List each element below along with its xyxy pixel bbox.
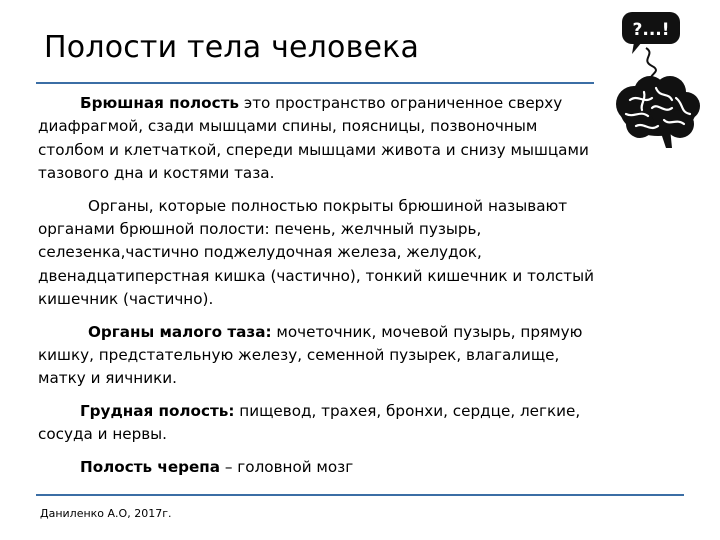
title-divider <box>36 82 594 84</box>
bubble-text: ?...! <box>632 20 670 40</box>
paragraph-text: это пространство ограниченное сверху диафрагмой, сзади мышцами спины, поясницы, позвоночным столбом и клетчаткой, спереди мышцами живота и снизу мышцами тазового дна и костями таза. <box>38 94 589 183</box>
term-cranial-cavity: Полость черепа <box>80 457 221 476</box>
footer-divider <box>36 494 684 496</box>
slide-title: Полости тела человека <box>44 30 420 65</box>
footer-author: Даниленко А.О, 2017г. <box>40 507 172 520</box>
paragraph-text: мочеточник, мочевой пузырь, прямую кишку, предстательную железу, семенной пузырек, влагалище, матку и яичники. <box>38 322 583 388</box>
term-thoracic-cavity: Грудная полость: <box>80 401 235 420</box>
term-pelvic-organs: Органы малого таза: <box>88 322 272 341</box>
paragraph-pelvic-organs <box>38 321 600 391</box>
brain-thinking-icon <box>600 8 710 158</box>
paragraph-text: пищевод, трахея, бронхи, сердце, легкие, сосуда и нервы. <box>38 401 581 444</box>
paragraph-cranial-cavity <box>38 456 600 479</box>
paragraph-text: – головной мозг <box>220 457 354 476</box>
paragraph-abdominal-organs <box>38 195 600 312</box>
paragraph-text: Органы, которые полностью покрыты брюшиной называют органами брюшной полости: печень, желчный пузырь, селезенка,частично поджелудочная железа, желудок, двенадцатиперстная кишка (частично), тонкий кишечник и толстый кишечник (частично). <box>38 196 594 309</box>
paragraph-thoracic-cavity <box>38 400 600 447</box>
slide-body <box>38 92 600 488</box>
paragraph-abdominal-cavity <box>38 92 600 186</box>
term-abdominal-cavity: Брюшная полость <box>80 94 240 112</box>
